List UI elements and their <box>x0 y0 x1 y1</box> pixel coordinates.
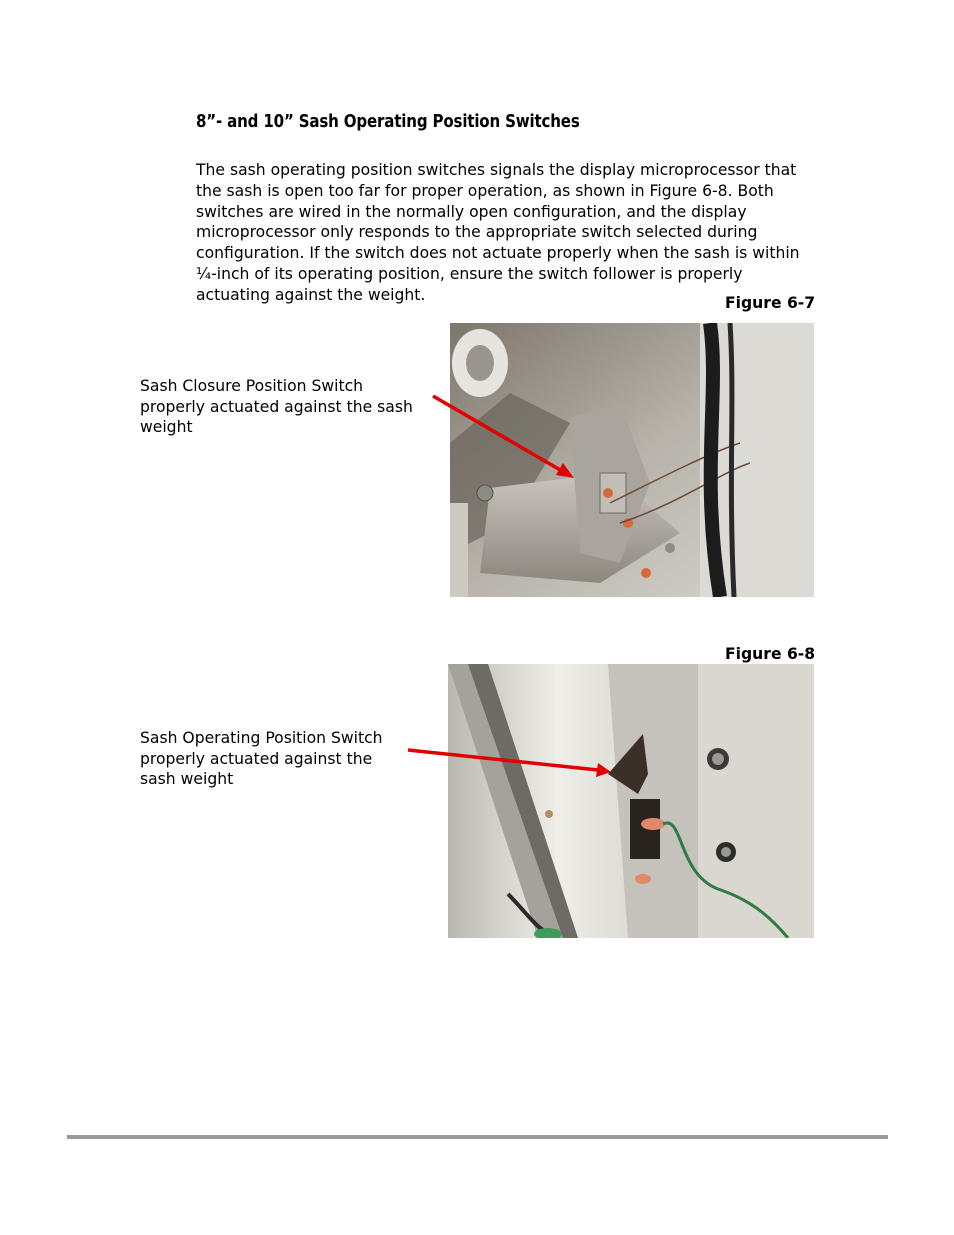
figure-6-8-photo <box>448 664 814 938</box>
section-heading: 8”- and 10” Sash Operating Position Switches <box>196 112 580 132</box>
figure-label-6-7: Figure 6-7 <box>725 294 816 312</box>
figure-label-6-8: Figure 6-8 <box>725 645 816 663</box>
figure-6-7-photo <box>450 323 814 597</box>
sash-operating-switch-photo <box>448 664 814 938</box>
body-paragraph: The sash operating position switches signals the display microprocessor that the sash is open too far for proper operation, as shown in Figure 6-8. Both switches are wired in the normally open configuration, and the display microprocessor only responds to the appropriate switch selected during configuration. If the switch does not actuate properly when the sash is within ¼-inch of its operating position, ensure the switch follower is properly actuating against the weight. <box>196 161 800 304</box>
footer-rule <box>67 1135 888 1139</box>
figure-6-8-callout: Sash Operating Position Switch properly actuated against the sash weight <box>140 729 383 789</box>
figure-6-7-callout: Sash Closure Position Switch properly actuated against the sash weight <box>140 377 413 437</box>
sash-closure-switch-photo <box>450 323 814 597</box>
